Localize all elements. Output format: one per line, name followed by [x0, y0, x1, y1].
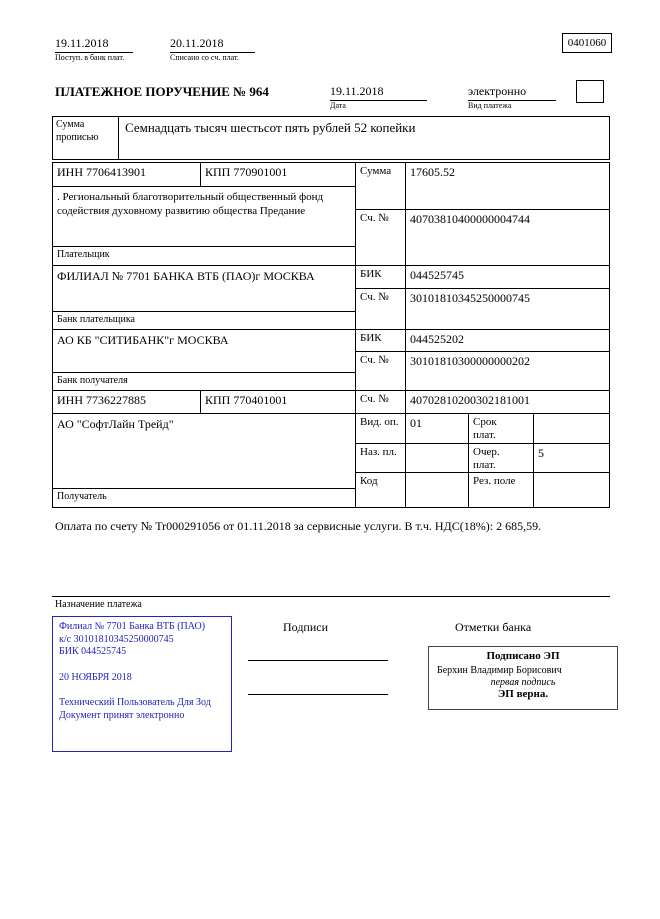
payer-bank-section [53, 266, 609, 330]
second-signature-line [248, 694, 388, 695]
code-value [406, 473, 469, 507]
payee-bank-bik-value: 044525202 [410, 332, 464, 346]
payer-bank-section-label: Банк плательщика [53, 311, 355, 329]
payee-bank-account-value: 30101810300000000202 [410, 354, 530, 368]
date-received-field [55, 36, 133, 63]
title-date-value: 19.11.2018 [330, 84, 427, 101]
amount-label: Сумма [356, 163, 406, 209]
date-debited-label: Списано со сч. плат. [170, 53, 239, 62]
date-debited-field [170, 36, 255, 63]
amount-words-value: Семнадцать тысяч шестьсот пять рублей 52 копейки [125, 120, 416, 135]
reserve-value [534, 473, 609, 507]
payee-bank-account-label: Сч. № [356, 352, 406, 390]
purpose-code-value [406, 444, 469, 472]
payee-name: АО "СофтЛайн Трейд" [57, 417, 174, 431]
stamp-corr-account: к/с 30101810345250000745 [59, 633, 174, 645]
payer-bank-name: ФИЛИАЛ № 7701 БАНКА ВТБ (ПАО)г МОСКВА [57, 269, 315, 283]
payer-bank-bik-label: БИК [356, 266, 406, 288]
op-kind-label: Вид. оп. [356, 414, 406, 443]
payment-purpose-text: Оплата по счету № Tr000291056 от 01.11.2018 за сервисные услуги. В т.ч. НДС(18%): 2 685,59. [55, 519, 542, 533]
title-date-label: Дата [330, 101, 346, 110]
payee-section [53, 391, 609, 507]
priority-value: 5 [538, 446, 544, 460]
payee-section-label: Получатель [53, 488, 355, 507]
code-label: Код [356, 473, 406, 507]
document-title: ПЛАТЕЖНОЕ ПОРУЧЕНИЕ № 964 [55, 84, 269, 99]
esign-title: Подписано ЭП [486, 650, 560, 662]
amount-words-box [52, 116, 610, 160]
payee-kpp: КПП 770401001 [205, 393, 288, 407]
stamp-operator: Технический Пользователь Для Зод [59, 697, 211, 708]
date-debited-value: 20.11.2018 [170, 36, 255, 53]
pay-term-label: Срок плат. [469, 414, 534, 443]
stamp-date: 20 НОЯБРЯ 2018 [59, 671, 132, 683]
bank-stamp [52, 616, 232, 752]
payer-bank-account-value: 30101810345250000745 [410, 291, 530, 305]
bank-marks-heading: Отметки банка [455, 620, 532, 634]
payment-type-value: электронно [468, 84, 556, 101]
signatures-heading: Подписи [283, 620, 329, 634]
payer-section [53, 163, 609, 266]
payment-type-label: Вид платежа [468, 101, 512, 110]
payee-bank-section [53, 330, 609, 391]
payment-purpose-label: Назначение платежа [55, 599, 142, 610]
payee-account-value: 40702810200302181001 [410, 393, 530, 407]
date-received-value: 19.11.2018 [55, 36, 133, 53]
payer-kpp: КПП 770901001 [205, 165, 288, 179]
pay-term-value [534, 414, 609, 443]
payment-type-code-box [576, 80, 604, 103]
stamp-bik: БИК 044525745 [59, 646, 127, 657]
purpose-code-label: Наз. пл. [356, 444, 406, 472]
esign-marks-box [428, 646, 618, 710]
payee-inn: ИНН 7736227885 [53, 391, 201, 413]
form-code-box: 0401060 [562, 33, 612, 53]
payer-account-value: 40703810400000004744 [410, 212, 530, 226]
esign-subtitle: первая подпись [490, 677, 556, 688]
payment-order-table [52, 162, 610, 508]
payer-bank-bik-value: 044525745 [410, 268, 464, 282]
purpose-divider-line [52, 596, 610, 597]
esign-verified: ЭП верна. [497, 688, 549, 700]
payee-account-label: Сч. № [356, 391, 406, 413]
first-signature-line [248, 660, 388, 661]
stamp-bank-name: Филиал № 7701 Банка ВТБ (ПАО) [59, 621, 206, 632]
stamp-note: Документ принят электронно [59, 709, 185, 721]
date-received-label: Поступ. в банк плат. [55, 53, 125, 62]
payee-bank-section-label: Банк получателя [53, 372, 355, 390]
payer-name: . Региональный благотворительный общественный фонд содействия духовному развитию общества Предание [57, 191, 324, 218]
payer-account-label: Сч. № [356, 210, 406, 265]
title-date-field [330, 84, 427, 111]
payee-bank-name: АО КБ "СИТИБАНК"г МОСКВА [57, 333, 229, 347]
reserve-label: Рез. поле [469, 473, 534, 507]
priority-label: Очер. плат. [469, 444, 534, 472]
payer-inn: ИНН 7706413901 [53, 163, 201, 186]
op-kind-value: 01 [406, 414, 469, 443]
esign-signer-name: Берхин Владимир Борисович [437, 665, 562, 676]
amount-value: 17605.52 [410, 165, 455, 179]
payer-bank-account-label: Сч. № [356, 289, 406, 329]
payer-section-label: Плательщик [53, 246, 355, 265]
payment-type-field [468, 84, 556, 111]
amount-words-label: Сумма прописью [53, 117, 119, 159]
payee-bank-bik-label: БИК [356, 330, 406, 351]
